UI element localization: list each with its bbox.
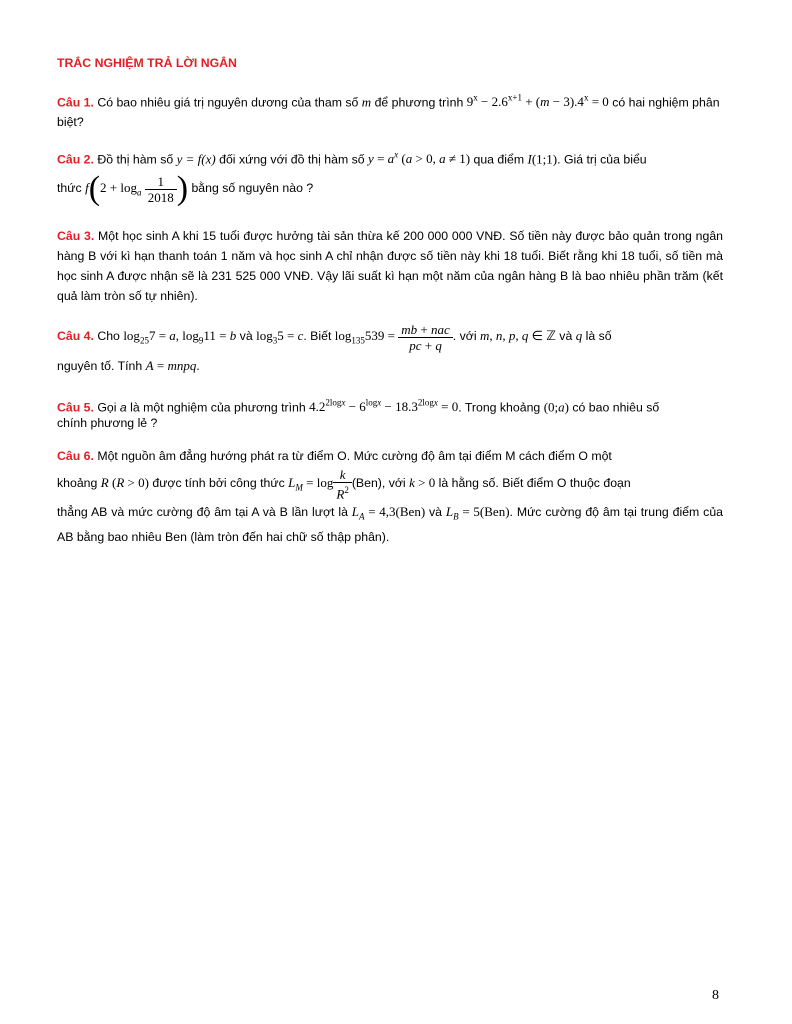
level-lb: $L_B = 5(Ben)$ (445, 504, 510, 522)
interval: (0;a) (543, 399, 569, 415)
log-given-2: $\log_35 = c$ (256, 328, 304, 346)
question-4-label: Câu 4. (57, 329, 94, 343)
section-title: TRẮC NGHIỆM TRẢ LỜI NGẮN (57, 56, 237, 70)
question-6-line3: thẳng AB và mức cường độ âm tại A và B lần lượt là $L_A = 4,3(Ben)$ và $L_B = 5(Ben)$. Mức cường độ âm tại trung điểm của AB bằng bao nhiêu Ben (làm tròn đến hai chữ số thập phân). (57, 504, 724, 544)
question-6: Câu 6. Một nguồn âm đẳng hướng phát ra từ điểm O. Mức cường độ âm tại điểm M cách điểm O một (57, 449, 612, 463)
formula-lm: $L_M = \log$ $\frac{k}{R^2}$ (288, 475, 352, 490)
param-m: m (361, 94, 372, 110)
constant-k: k > 0 (409, 475, 436, 490)
question-3-label: Câu 3. (57, 229, 95, 243)
question-6-label: Câu 6. (57, 449, 94, 463)
equation-1: $9^x - 2.6^{x+1} + (m - 3).4^x = 0$ (466, 93, 609, 110)
product-a: A = mnpq. (145, 358, 200, 373)
page-number: 8 (712, 988, 719, 1003)
question-3-text: Một học sinh A khi 15 tuổi được hưởng tài sản thừa kế 200 000 000 VNĐ. Số tiền này được bảo quản trong ngân hàng B với kì hạn thanh toán 1 năm và học sinh A chỉ nhận được số tiền này khi 18 tuổi. Biết rằng khi 18 tuổi, số tiền mà học sinh A được nhận sẽ là 231 525 000 VNĐ. Vậy lãi suất kì hạn một năm của ngân hàng B là bao nhiêu phần trăm (kết quả làm tròn số tự nhiên). (57, 229, 723, 303)
question-5-label: Câu 5. (57, 400, 94, 415)
distance-r: R (R > 0) (100, 475, 149, 490)
question-2-label: Câu 2. (57, 152, 94, 167)
question-3 (57, 226, 723, 306)
point-i: I(1;1) (527, 151, 558, 167)
integer-set: m, n, p, q ∈ ℤ (479, 328, 556, 343)
function-exp: $y = a^x$ (a > 0, a ≠ 1) (368, 150, 471, 167)
question-2: Câu 2. Đồ thị hàm số y = f(x) đối xứng với đồ thị hàm số $y = a^x$ (a > 0, a ≠ 1) qua điểm I(1;1). Giá trị của biểu (57, 150, 647, 167)
question-5-line2: chính phương lẻ ? (57, 416, 158, 430)
question-5: Câu 5. Gọi a là một nghiệm của phương trình $4.2^{2logx} - 6^{logx} - 18.3^{2logx} = 0$. Trong khoảng (0;a) có bao nhiêu số (57, 398, 660, 415)
equation-5: $4.2^{2logx} - 6^{logx} - 18.3^{2logx} = 0$ (309, 398, 459, 415)
question-1-label: Câu 1. (57, 95, 94, 110)
question-4-line2: nguyên tố. Tính A = mnpq. (57, 358, 200, 373)
question-4: Câu 4. Cho $\log_{25}7 = a$, $\log_911 = b$ và $\log_35 = c$. Biết $\log_{135}539$ = $\frac{\text{mb + nac}}{pc + q}$ . với m, n, p, q ∈ ℤ và q là số (57, 321, 612, 353)
log-given-1: $\log_{25}7 = a$, $\log_911 = b$ (123, 328, 237, 346)
question-6-line2: khoảng R (R > 0) được tính bởi công thức $L_M = \log$ $\frac{k}{R^2}$ (Ben), với k > 0 là hằng số. Biết điểm O thuộc đoạn (57, 466, 631, 502)
question-2-line2: thức $f(2 + \log_a$ $\frac{1}{2018}$ ) bằng số nguyên nào ? (57, 170, 314, 208)
question-1: Câu 1. Có bao nhiêu giá trị nguyên dương của tham số m để phương trình $9^x - 2.6^{x+1} + (m - 3).4^x = 0$ có hai nghiệm phân biệt? (57, 93, 720, 130)
log-formula: $\log_{135}539$ = $\frac{\text{mb + nac}}{pc + q}$ (335, 328, 453, 343)
expression-f: $f(2 + \log_a$ $\frac{1}{2018}$ ) (85, 170, 189, 208)
function-f: y = f(x) (176, 151, 216, 167)
level-la: $L_A = 4,3(Ben)$ (351, 504, 426, 522)
